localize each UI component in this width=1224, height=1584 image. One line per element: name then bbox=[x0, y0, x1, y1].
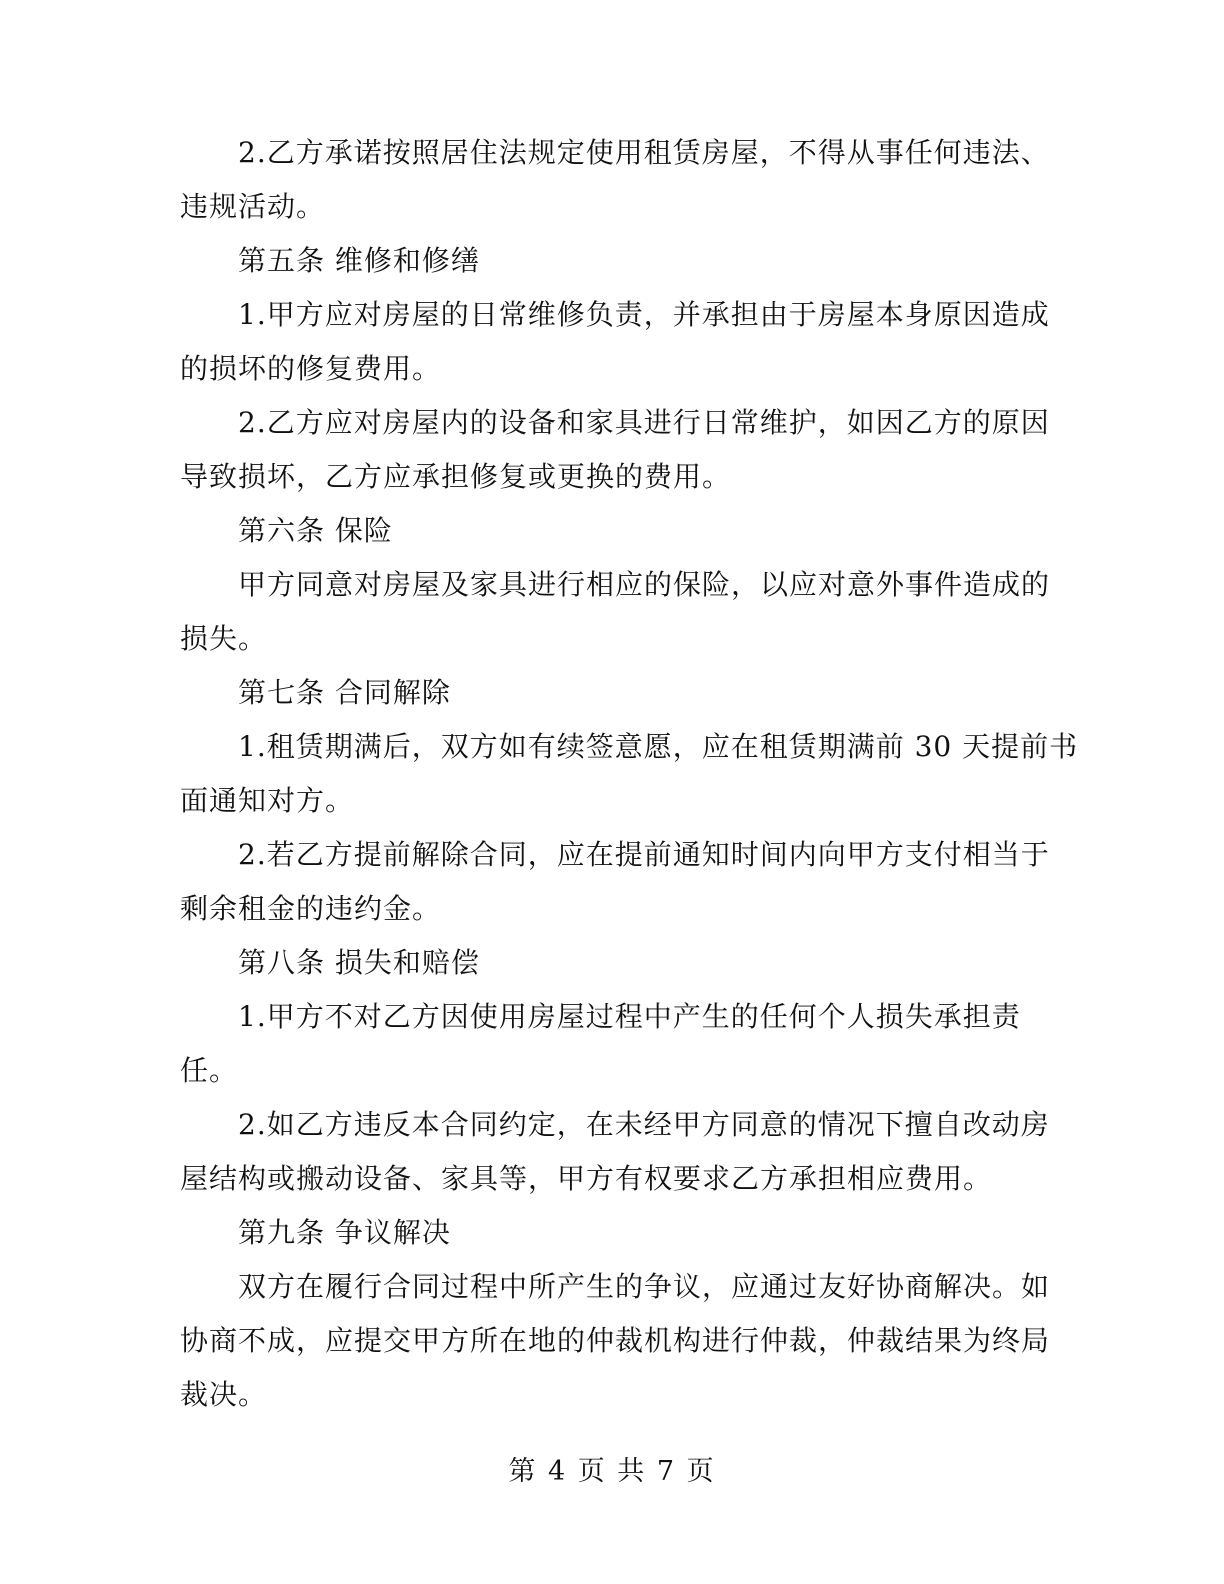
text-line: 双方在履行合同过程中所产生的争议，应通过友好协商解决。如 bbox=[238, 1270, 1051, 1303]
page-number-footer bbox=[0, 1452, 1224, 1492]
text-line: 面通知对方。 bbox=[180, 784, 355, 817]
section-heading: 第八条 损失和赔偿 bbox=[238, 946, 480, 979]
text-line: 的损坏的修复费用。 bbox=[180, 352, 442, 385]
text-line: 导致损坏，乙方应承担修复或更换的费用。 bbox=[180, 460, 732, 493]
text-line: 损失。 bbox=[180, 622, 268, 655]
section-heading: 第七条 合同解除 bbox=[238, 676, 451, 709]
text-line: 任。 bbox=[180, 1054, 239, 1087]
section-heading: 第六条 保险 bbox=[238, 514, 393, 547]
text-line: 1.租赁期满后，双方如有续签意愿，应在租赁期满前 30 天提前书 bbox=[238, 730, 1079, 763]
page-number-label: 第 4 页 共 7 页 bbox=[508, 1456, 716, 1487]
document-body bbox=[180, 126, 1079, 1422]
text-line: 违规活动。 bbox=[180, 190, 326, 223]
text-line: 1.甲方不对乙方因使用房屋过程中产生的任何个人损失承担责 bbox=[238, 1000, 1021, 1033]
text-line: 屋结构或搬动设备、家具等，甲方有权要求乙方承担相应费用。 bbox=[180, 1162, 993, 1195]
text-line: 2.乙方承诺按照居住法规定使用租赁房屋，不得从事任何违法、 bbox=[238, 136, 1050, 169]
text-line: 协商不成，应提交甲方所在地的仲裁机构进行仲裁，仲裁结果为终局 bbox=[180, 1324, 1051, 1357]
text-line: 裁决。 bbox=[180, 1378, 268, 1411]
text-line: 2.如乙方违反本合同约定，在未经甲方同意的情况下擅自改动房 bbox=[238, 1108, 1050, 1141]
section-heading: 第九条 争议解决 bbox=[238, 1216, 451, 1249]
section-heading: 第五条 维修和修缮 bbox=[238, 244, 480, 277]
text-line: 甲方同意对房屋及家具进行相应的保险，以应对意外事件造成的 bbox=[238, 568, 1051, 601]
text-line: 剩余租金的违约金。 bbox=[180, 892, 442, 925]
text-line: 1.甲方应对房屋的日常维修负责，并承担由于房屋本身原因造成 bbox=[238, 298, 1050, 331]
text-line: 2.若乙方提前解除合同，应在提前通知时间内向甲方支付相当于 bbox=[238, 838, 1050, 871]
text-line: 2.乙方应对房屋内的设备和家具进行日常维护，如因乙方的原因 bbox=[238, 406, 1050, 439]
